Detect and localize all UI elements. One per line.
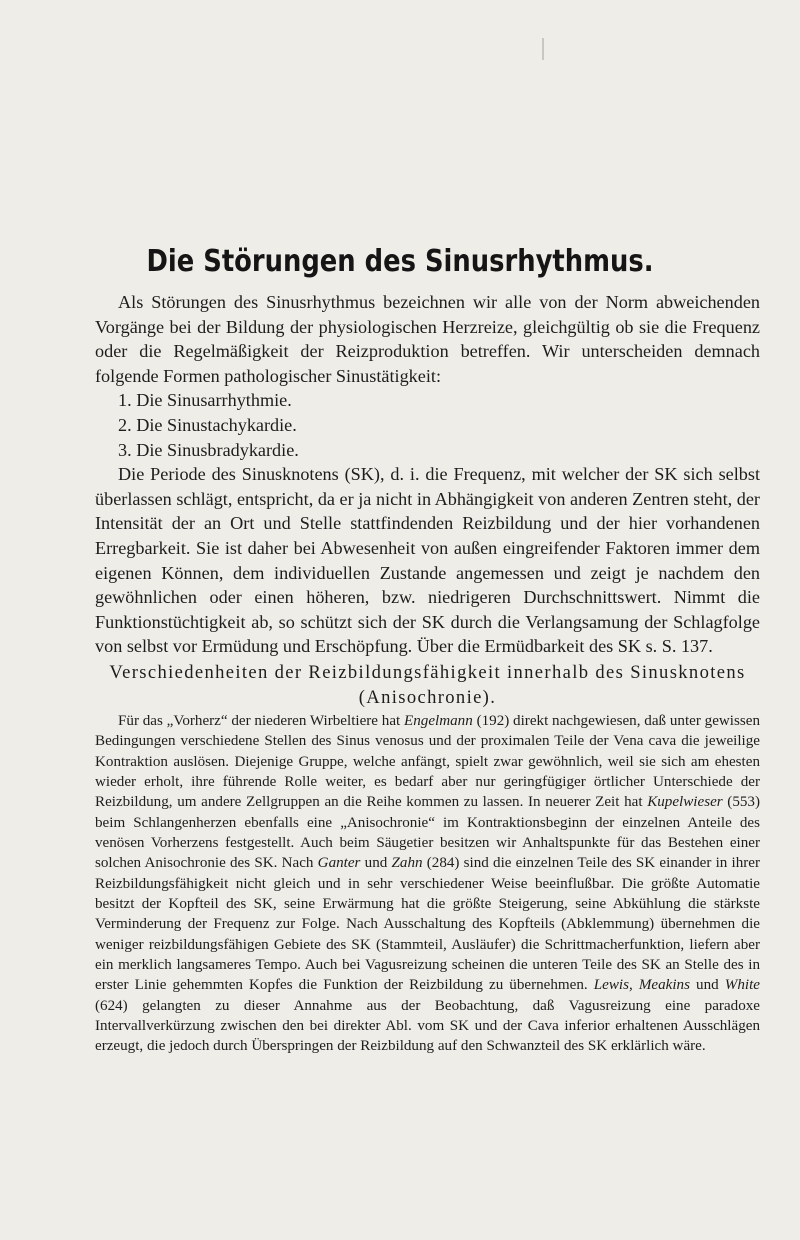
- author-name: White: [724, 977, 760, 994]
- author-name: Kupelwieser: [647, 794, 723, 811]
- list-item: 2. Die Sinustachykardie.: [118, 414, 297, 435]
- author-name: Lewis, Meakins: [593, 977, 690, 994]
- text-run: (284) sind die einzelnen Teile des SK einander in ihrer Reizbildungsfähigkeit nicht gleich und in sehr verschiedener Weise beeinflußbar. Die größte Automatie besitzt der Kopfteil des SK, seine Erwärmung hat die größte Steigerung, seine Abkühlung die stärkste Verminderung der Frequenz zur Folge. Nach Ausschaltung des Kopfteils (Abklemmung) übernehmen die weniger reizbildungsfähigen Gebiete des SK (Stammteil, Ausläufer) die Schrittmacherfunktion, liefern aber ein merklich langsameres Tempo. Auch bei Vagusreizung scheinen die unteren Teile des SK an Stelle des in erster Linie gehemmten Kopfes die Funktion der Reizbildung zu übernehmen.: [95, 855, 761, 994]
- text-run: und: [689, 977, 725, 994]
- text-run: Für das „Vorherz“ der niederen Wirbeltiere hat: [118, 712, 405, 729]
- chapter-title: Die Störungen des Sinusrhythmus.: [146, 244, 654, 279]
- author-name: Zahn: [391, 855, 423, 872]
- section-heading: Verschiedenheiten der Reizbildungsfähigkeit innerhalb des Sinusknotens (Anisochronie).: [109, 661, 746, 708]
- list-item: 3. Die Sinusbradykardie.: [118, 439, 299, 460]
- list-item: 1. Die Sinusarrhythmie.: [118, 390, 292, 411]
- forms-list: [95, 388, 760, 462]
- text-run: (192) direkt nachgewiesen, daß unter gewissen Bedingungen verschiedene Stellen des Sinus venosus und der proximalen Teile der Vena cava die jeweilige Kontraktion auslösen. Diejenige Gruppe, welche anfängt, spielt zwar gewöhnlich, weil sie sich am ehesten wieder erholt, ihre führende Rolle weiter, es bedarf aber nur geringfügiger örtlicher Unterschiede der Reizbildung, um andere Zellgruppen an die Reihe kommen zu lassen. In neuerer Zeit hat: [95, 712, 760, 811]
- text-run: (624) gelangten zu dieser Annahme aus der Beobachtung, daß Vagusreizung eine paradoxe Intervallverkürzung zwischen den bei direkter Abl. vom SK und der Cava inferior erhaltenen Ausschlägen erzeugt, die jedoch durch Überspringen der Reizbildung auf den Schwanzteil des SK erklärlich wäre.: [95, 997, 760, 1055]
- author-name: Ganter: [317, 855, 361, 872]
- page-body: [95, 290, 760, 1057]
- author-name: Engelmann: [404, 712, 473, 729]
- text-run: und: [360, 855, 392, 872]
- intro-paragraph: Als Störungen des Sinusrhythmus bezeichnen wir alle von der Norm abweichenden Vorgänge bei der Bildung der physiologischen Herzreize, gleichgültig ob sie die Frequenz oder die Regelmäßigkeit der Reizproduktion betreffen. Wir unterscheiden demnach folgende Formen pathologischer Sinustätigkeit:: [95, 292, 760, 386]
- sinus-node-paragraph: Die Periode des Sinusknotens (SK), d. i. die Frequenz, mit welcher der SK sich selbst überlassen schlägt, entspricht, da er ja nicht in Abhängigkeit von anderen Zentren steht, der Intensität der an Ort und Stelle stattfindenden Reizbildung und der hier vorhandenen Erregbarkeit. Sie ist daher bei Abwesenheit von außen eingreifender Faktoren immer dem eigenen Können, dem individuellen Zustande angemessen und zeigt je nachdem den gewöhnlichen oder einen höheren, bzw. niedrigeren Durchschnittswert. Nimmt die Funktionstüchtigkeit ab, so schützt sich der SK durch die Verlangsamung der Schlagfolge von selbst vor Ermüdung und Erschöpfung. Über die Ermüdbarkeit des SK s. S. 137.: [95, 464, 760, 657]
- text-run: (553) beim Schlangenherzen ebenfalls eine „Anisochronie“ im Kontraktionsbeginn der einzelnen Anteile des venösen Vorherzens festgestellt. Auch beim Säugetier besitzen wir Anhaltspunkte für das Bestehen einer solchen Anisochronie des SK. Nach: [95, 794, 761, 872]
- page-edge-mark: [542, 38, 544, 60]
- small-print-paragraph: [95, 711, 760, 1057]
